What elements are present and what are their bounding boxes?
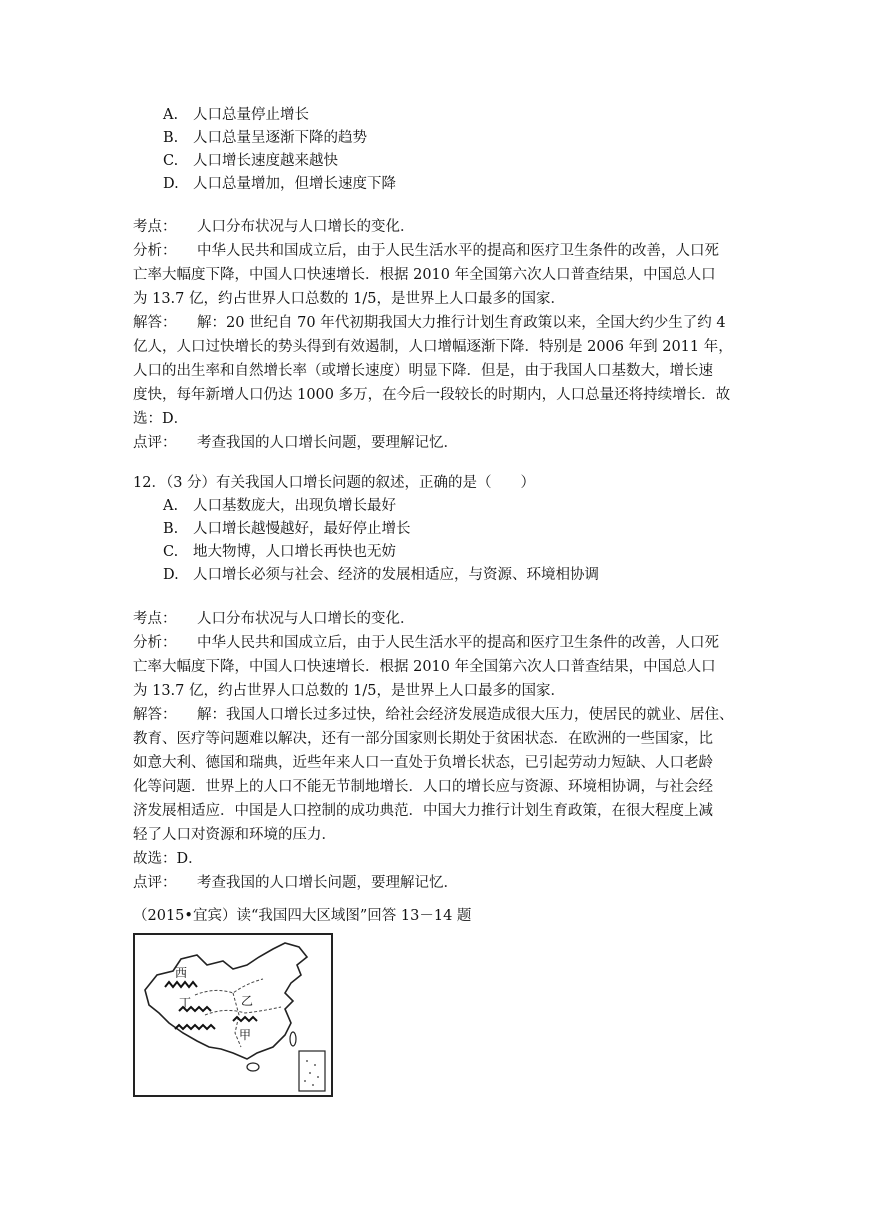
q11-dianping: 点评： 考查我国的人口增长问题，要理解记忆． <box>133 435 458 451</box>
q12-jieda-line-5: 济发展相适应．中国是人口控制的成功典范．中国大力推行计划生育政策，在很大程度上减 <box>133 803 713 819</box>
q11-option-c: C. 人口增长速度越来越快 <box>163 153 338 169</box>
q11-fenxi-line-3: 为 13.7 亿，约占世界人口总数的 1/5，是世界上人口最多的国家． <box>133 291 565 307</box>
q11-option-b: B. 人口总量呈逐渐下降的趋势 <box>163 130 367 146</box>
q11-jieda-line-2: 亿人，人口过快增长的势头得到有效遏制，人口增幅逐渐下降．特别是 2006 年到 2011 年， <box>133 339 733 355</box>
map-drawing <box>135 935 331 1095</box>
taiwan-island <box>290 1032 296 1046</box>
q11-jieda-line-3: 人口的出生率和自然增长率（或增长速度）明显下降．但是，由于我国人口基数大，增长速 <box>133 363 713 379</box>
q11-jieda-line-5: 选：D． <box>133 411 189 427</box>
q12-stem: 12．（3 分）有关我国人口增长问题的叙述，正确的是（ ） <box>133 475 536 491</box>
q12-option-c: C. 地大物博，人口增长再快也无妨 <box>163 544 396 560</box>
q12-answer: 故选：D． <box>133 851 203 867</box>
q11-jieda-line-1: 解答： 解：20 世纪自 70 年代初期我国大力推行计划生育政策以来，全国大约少生了约 4 <box>133 315 726 331</box>
china-outline <box>145 943 307 1059</box>
q12-jieda-line-4: 化等问题．世界上的人口不能无节制地增长．人口的增长应与资源、环境相协调，与社会经 <box>133 779 713 795</box>
q11-option-d: D. 人口总量增加，但增长速度下降 <box>163 176 396 192</box>
region-label-yi: 乙 <box>241 994 254 1008</box>
q12-fenxi-line-1: 分析： 中华人民共和国成立后，由于人民生活水平的提高和医疗卫生条件的改善，人口死 <box>133 635 719 651</box>
q11-option-a: A. 人口总量停止增长 <box>163 107 309 123</box>
q12-fenxi-line-2: 亡率大幅度下降，中国人口快速增长．根据 2010 年全国第六次人口普查结果，中国总人口 <box>133 659 716 675</box>
q12-fenxi-line-3: 为 13.7 亿，约占世界人口总数的 1/5，是世界上人口最多的国家． <box>133 683 565 699</box>
q11-fenxi-line-2: 亡率大幅度下降，中国人口快速增长．根据 2010 年全国第六次人口普查结果，中国总人口 <box>133 267 716 283</box>
q12-jieda-line-3: 如意大利、德国和瑞典，近些年来人口一直处于负增长状态，已引起劳动力短缺、人口老龄 <box>133 755 713 771</box>
q12-option-d: D. 人口增长必须与社会、经济的发展相适应，与资源、环境相协调 <box>163 567 599 583</box>
region-label-xi: 西 <box>175 966 188 980</box>
q11-fenxi-line-1: 分析： 中华人民共和国成立后，由于人民生活水平的提高和医疗卫生条件的改善，人口死 <box>133 243 719 259</box>
q12-option-a: A. 人口基数庞大，出现负增长最好 <box>163 498 396 514</box>
q12-jieda-line-6: 轻了人口对资源和环境的压力． <box>133 827 336 843</box>
china-regions-map <box>133 933 333 1097</box>
q13-intro: （2015•宜宾）读“我国四大区域图”回答 13－14 题 <box>133 908 472 924</box>
region-label-jia: 甲 <box>239 1028 252 1042</box>
q11-jieda-line-4: 度快，每年新增人口仍达 1000 多万，在今后一段较长的时期内，人口总量还将持续增长．故 <box>133 387 731 403</box>
hainan-island <box>247 1063 259 1071</box>
q12-option-b: B. 人口增长越慢越好，最好停止增长 <box>163 521 411 537</box>
q11-kaodian: 考点： 人口分布状况与人口增长的变化． <box>133 219 415 235</box>
south-sea-inset <box>299 1051 325 1091</box>
q12-jieda-line-2: 教育、医疗等问题难以解决，还有一部分国家则长期处于贫困状态．在欧洲的一些国家，比 <box>133 731 713 747</box>
q12-jieda-line-1: 解答： 解：我国人口增长过多过快，给社会经济发展造成很大压力，使居民的就业、居住、 <box>133 707 734 723</box>
q12-kaodian: 考点： 人口分布状况与人口增长的变化． <box>133 611 415 627</box>
q12-dianping: 点评： 考查我国的人口增长问题，要理解记忆． <box>133 875 458 891</box>
region-label-ding: 丁 <box>179 996 192 1010</box>
